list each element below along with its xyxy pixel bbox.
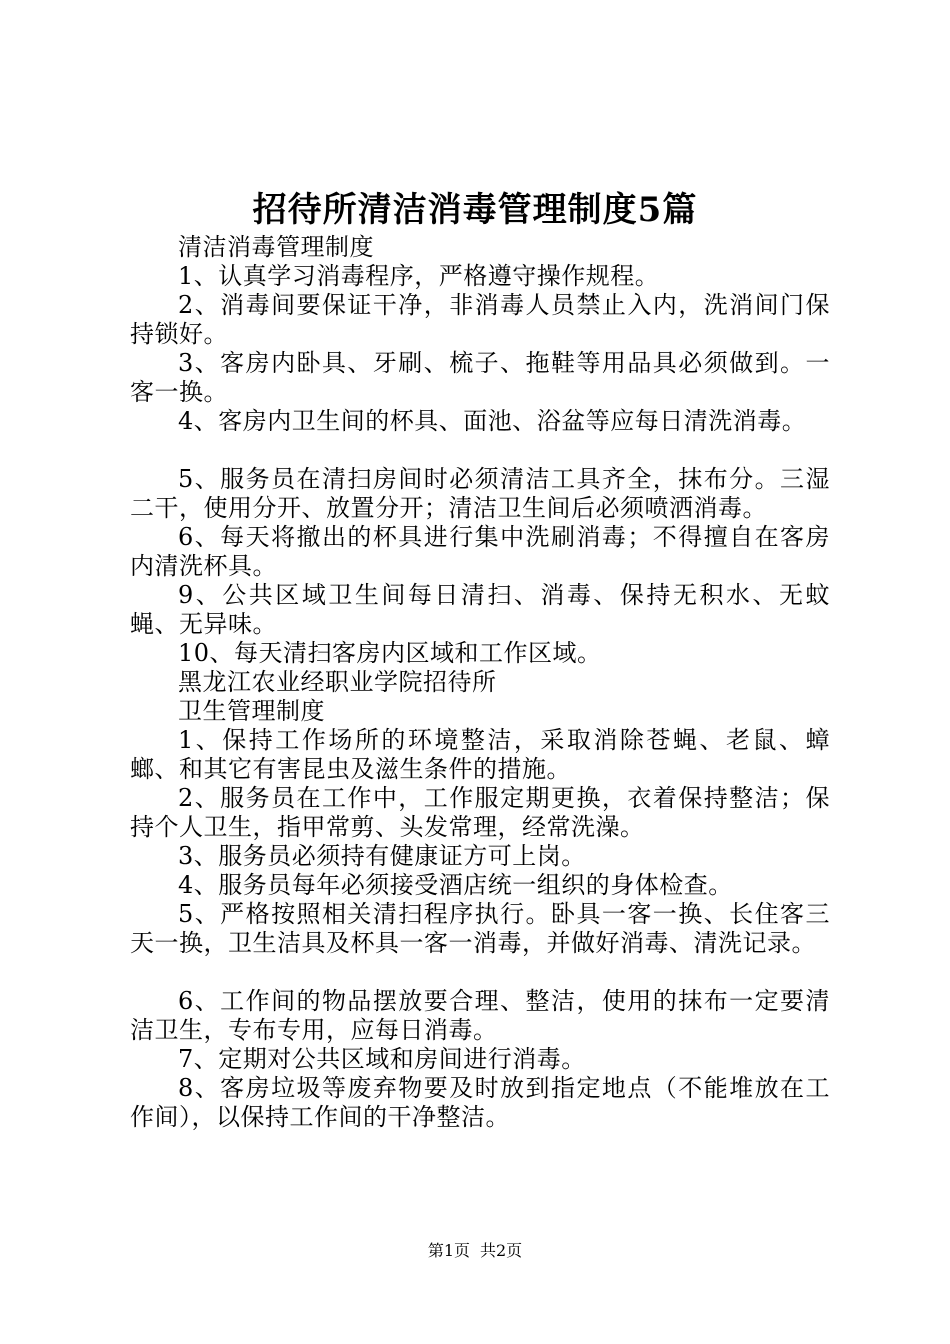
paragraph: 2、服务员在工作中，工作服定期更换，衣着保持整洁；保持个人卫生，指甲常剪、头发常理，经常洗澡。 [130,784,830,841]
document-body [130,233,830,1132]
paragraph: 3、客房内卧具、牙刷、梳子、拖鞋等用品具必须做到。一客一换。 [130,349,830,406]
paragraph: 5、严格按照相关清扫程序执行。卧具一客一换、长住客三天一换，卫生洁具及杯具一客一消毒，并做好消毒、清洗记录。 [130,900,830,957]
paragraph: 6、工作间的物品摆放要合理、整洁，使用的抹布一定要清洁卫生，专布专用，应每日消毒。 [130,987,830,1044]
paragraph: 9、公共区域卫生间每日清扫、消毒、保持无积水、无蚊蝇、无异味。 [130,581,830,638]
blank-line [130,436,830,465]
paragraph: 7、定期对公共区域和房间进行消毒。 [178,1045,586,1073]
page-total: 共2页 [480,1241,523,1260]
paragraph: 黑龙江农业经职业学院招待所 [178,668,497,696]
paragraph: 3、服务员必须持有健康证方可上岗。 [178,842,586,870]
paragraph: 2、消毒间要保证干净，非消毒人员禁止入内，洗消间门保持锁好。 [130,291,830,348]
paragraph: 清洁消毒管理制度 [178,233,374,261]
page-title: 招待所清洁消毒管理制度5篇 [252,190,698,230]
blank-line [130,958,830,987]
paragraph: 4、客房内卫生间的杯具、面池、浴盆等应每日清洗消毒。 [178,407,807,435]
paragraph: 8、客房垃圾等废弃物要及时放到指定地点（不能堆放在工作间），以保持工作间的干净整洁。 [130,1074,830,1131]
paragraph: 5、服务员在清扫房间时必须清洁工具齐全，抹布分。三湿二干，使用分开、放置分开；清洁卫生间后必须喷洒消毒。 [130,465,830,522]
paragraph: 1、保持工作场所的环境整洁，采取消除苍蝇、老鼠、蟑螂、和其它有害昆虫及滋生条件的措施。 [130,726,830,783]
paragraph: 1、认真学习消毒程序，严格遵守操作规程。 [178,262,660,290]
paragraph: 4、服务员每年必须接受酒店统一组织的身体检查。 [178,871,733,899]
paragraph: 6、每天将撤出的杯具进行集中洗刷消毒；不得擅自在客房内清洗杯具。 [130,523,830,580]
page-number: 第1页 [427,1241,470,1260]
page-footer [0,1240,950,1262]
paragraph: 卫生管理制度 [178,697,325,725]
paragraph: 10、每天清扫客房内区域和工作区域。 [178,639,602,667]
